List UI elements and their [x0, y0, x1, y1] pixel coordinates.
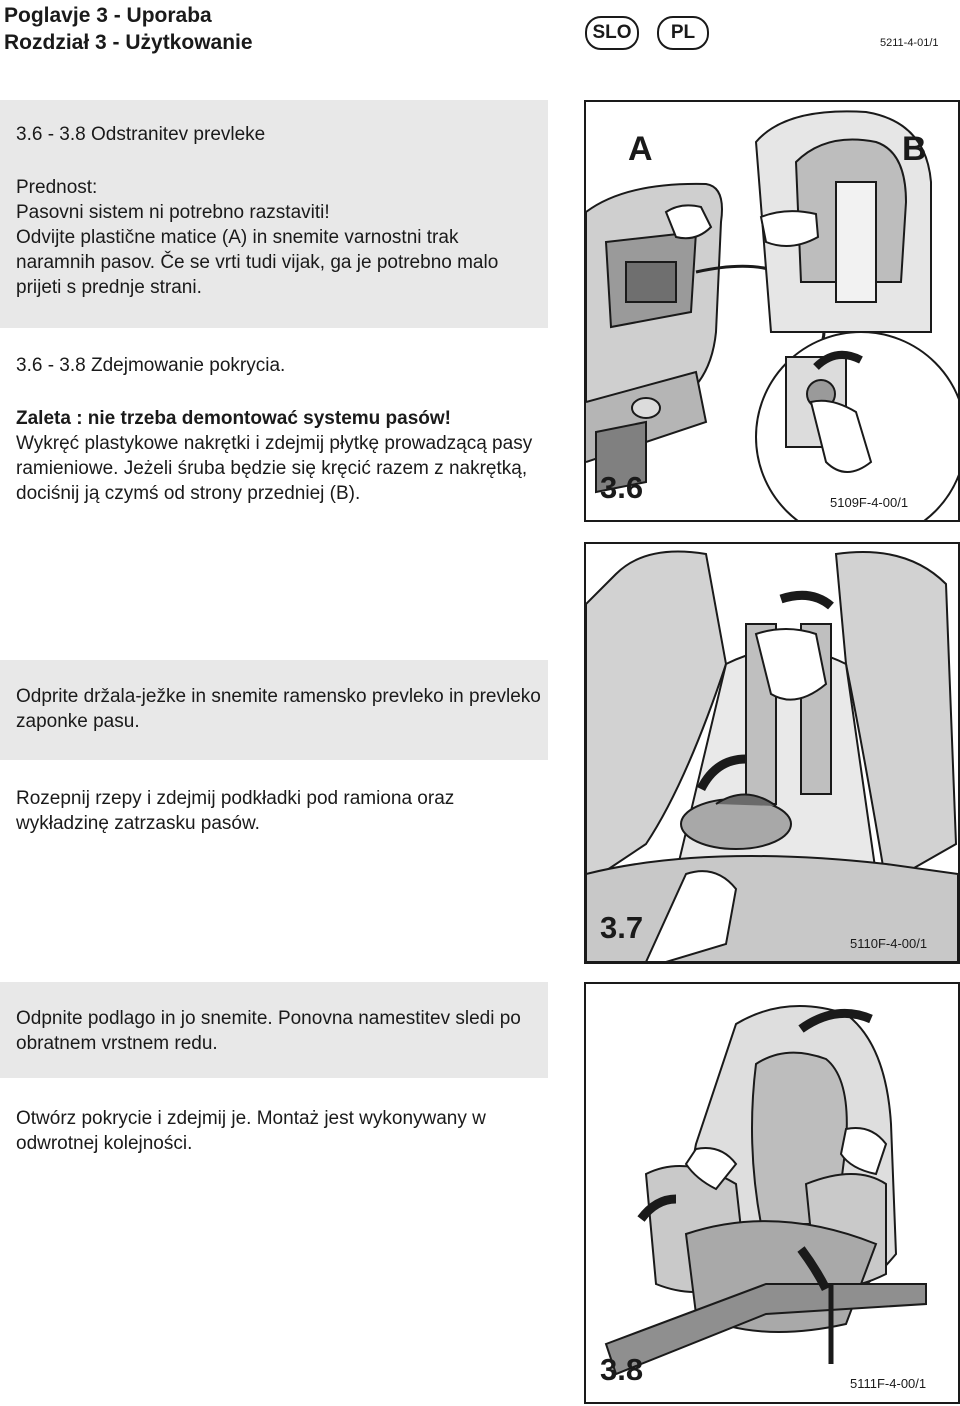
figure-number: 3.6 [600, 470, 644, 505]
language-badge-slo: SLO [585, 16, 639, 50]
pl-text-block-1 [16, 353, 541, 506]
slo-instruction-2: Odprite držala-ježke in snemite ramensko prevleko in prevleko zaponke pasu. [16, 686, 541, 732]
pl-instruction-2: Rozepnij rzepy i zdejmij podkładki pod ramiona oraz wykładzinę zatrzasku pasów. [16, 788, 455, 834]
document-code: 5211-4-01/1 [880, 37, 939, 49]
figure-number: 3.8 [600, 1352, 644, 1387]
figure-label-a: A [628, 130, 653, 168]
figure-3-7-illustration [586, 544, 958, 962]
chapter-title [4, 2, 253, 56]
slo-section-heading: 3.6 - 3.8 Odstranitev prevleke [16, 124, 266, 145]
language-badge-pl: PL [657, 16, 709, 50]
figure-3-8 [584, 982, 960, 1404]
figure-code: 5109F-4-00/1 [830, 495, 909, 510]
figure-3-7 [584, 542, 960, 964]
chapter-title-slo: Poglavje 3 - Uporaba [4, 4, 212, 27]
figure-3-6 [584, 100, 960, 522]
figure-number: 3.7 [600, 910, 644, 945]
slo-text-block-1 [16, 122, 541, 300]
figure-3-8-illustration [586, 984, 958, 1402]
chapter-title-pl: Rozdział 3 - Użytkowanie [4, 31, 253, 54]
pl-advantage-text: Zaleta : nie trzeba demontować systemu pasów! [16, 408, 451, 429]
figure-code: 5111F-4-00/1 [850, 1376, 927, 1391]
pl-section-heading: 3.6 - 3.8 Zdejmowanie pokrycia. [16, 355, 286, 376]
pl-instruction-3: Otwórz pokrycie i zdejmij je. Montaż jest wykonywany w odwrotnej kolejności. [16, 1108, 486, 1154]
slo-advantage-label: Prednost: [16, 177, 98, 198]
slo-instruction-3: Odpnite podlago in jo snemite. Ponovna namestitev sledi po obratnem vrstnem redu. [16, 1008, 521, 1054]
figure-label-b: B [902, 130, 927, 168]
slo-advantage-text: Pasovni sistem ni potrebno razstaviti! [16, 202, 330, 223]
pl-instruction-1: Wykręć plastykowe nakrętki i zdejmij płytkę prowadzącą pasy ramieniowe. Jeżeli śruba będzie się kręcić razem z nakrętką, dociśnij ją czymś od strony przedniej (B). [16, 433, 533, 504]
figure-code: 5110F-4-00/1 [850, 936, 928, 951]
slo-instruction-1: Odvijte plastične matice (A) in snemite varnostni trak naramnih pasov. Če se vrti tudi vijak, ga je potrebno malo prijeti s prednje strani. [16, 227, 499, 298]
